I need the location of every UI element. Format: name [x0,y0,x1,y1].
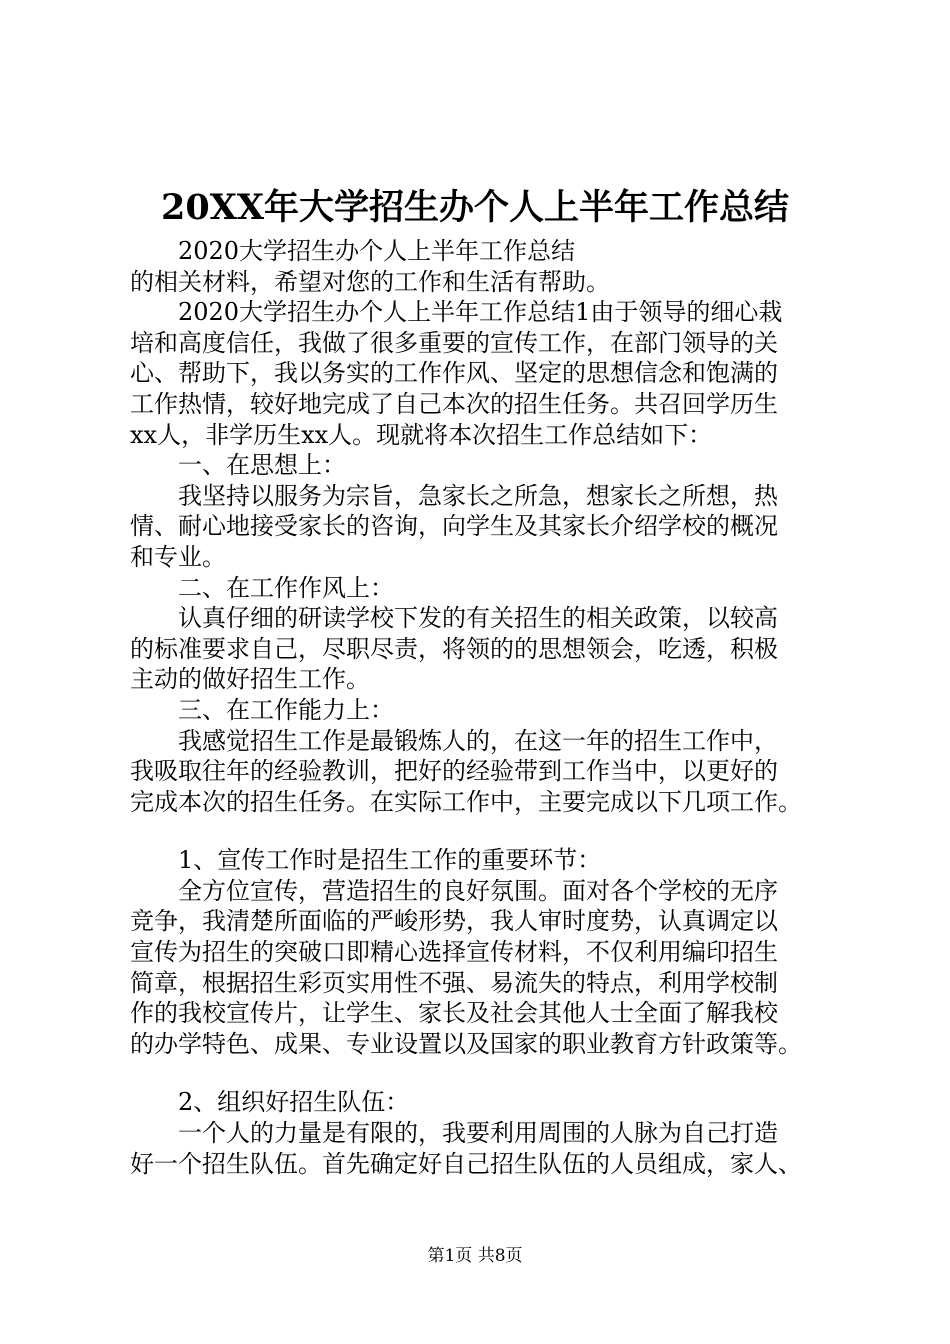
text-line: 工作热情，较好地完成了自己本次的招生任务。共召回学历生 [130,389,778,418]
text-line: 2020大学招生办个人上半年工作总结1由于领导的细心栽 [178,298,783,327]
text-line: 和专业。 [130,542,226,571]
text-line: 情、耐心地接受家长的咨询，向学生及其家长介绍学校的概况 [130,512,778,541]
text-line: 全方位宣传，营造招生的良好氛围。面对各个学校的无序 [178,876,778,905]
text-line: 2020大学招生办个人上半年工作总结 [178,237,576,265]
text-line: 完成本次的招生任务。在实际工作中，主要完成以下几项工作。 [130,787,802,816]
text-line: 好一个招生队伍。首先确定好自己招生队伍的人员组成，家人、 [130,1149,802,1178]
text-line: 的相关材料，希望对您的工作和生活有帮助。 [130,267,610,296]
text-line: 宣传为招生的突破口即精心选择宣传材料，不仅利用编印招生 [130,938,778,967]
section-heading: 1、宣传工作时是招生工作的重要环节： [178,846,602,875]
section-heading: 2、组织好招生队伍： [178,1088,410,1117]
text-line: 认真仔细的研读学校下发的有关招生的相关政策，以较高 [178,604,778,633]
text-line: 我吸取往年的经验教训，把好的经验带到工作当中，以更好的 [130,757,778,786]
section-heading: 一、在思想上： [178,451,346,480]
document-title: 20XX年大学招生办个人上半年工作总结 [160,187,790,228]
text-line: 简章，根据招生彩页实用性不强、易流失的特点，利用学校制 [130,968,778,997]
paragraph-gap [130,817,850,845]
text-line: 我坚持以服务为宗旨，急家长之所急，想家长之所想，热 [178,481,778,510]
text-line: 心、帮助下，我以务实的工作作风、坚定的思想信念和饱满的 [130,359,778,388]
text-line: 的标准要求自己，尽职尽责，将领的的思想领会，吃透，积极 [130,634,778,663]
text-line: 竞争，我清楚所面临的严峻形势，我人审时度势，认真调定以 [130,907,778,936]
section-heading: 二、在工作作风上： [178,573,394,602]
section-heading: 三、在工作能力上： [178,695,394,724]
text-line: 培和高度信任，我做了很多重要的宣传工作，在部门领导的关 [130,328,778,357]
text-line: 作的我校宣传片，让学生、家长及社会其他人士全面了解我校 [130,999,778,1028]
text-line: xx人，非学历生xx人。现就将本次招生工作总结如下： [130,420,713,449]
text-line: 我感觉招生工作是最锻炼人的，在这一年的招生工作中， [178,726,778,755]
text-line: 的办学特色、成果、专业设置以及国家的职业教育方针政策等。 [130,1029,802,1058]
text-line: 主动的做好招生工作。 [130,665,370,694]
document-body [130,236,850,1179]
page-number-footer: 第1页 共8页 [427,1246,523,1266]
text-line: 一个人的力量是有限的，我要利用周围的人脉为自己打造 [178,1119,778,1148]
paragraph-gap [130,1059,850,1087]
